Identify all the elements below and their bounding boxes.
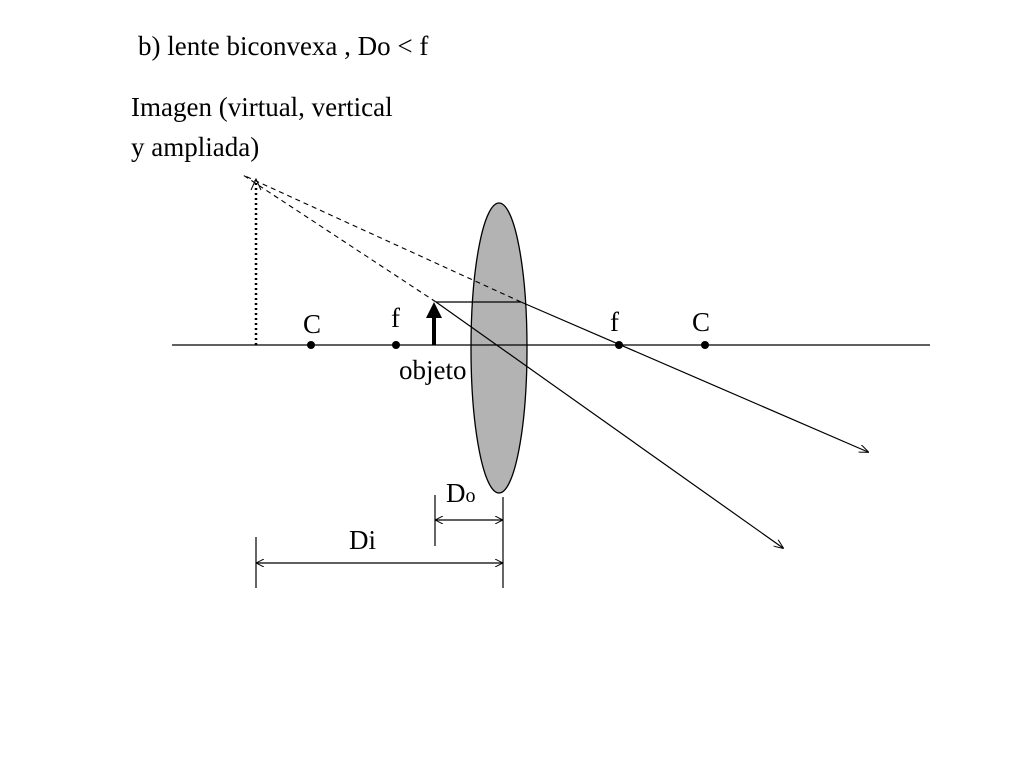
point-f-right — [615, 341, 623, 349]
ray-1-extension — [243, 175, 521, 302]
point-f-left — [392, 341, 400, 349]
label-c-left: C — [303, 309, 322, 339]
image-label-line1: Imagen (virtual, vertical — [131, 92, 393, 122]
point-c-left — [307, 341, 315, 349]
point-c-right — [701, 341, 709, 349]
label-f-left: f — [391, 303, 400, 333]
object-label: objeto — [399, 355, 467, 385]
do-label: Do — [446, 478, 476, 508]
di-label: Di — [349, 525, 376, 555]
label-f-right: f — [610, 307, 619, 337]
label-c-right: C — [692, 307, 711, 337]
ray-2-extension — [243, 175, 436, 302]
image-label-line2: y ampliada) — [131, 132, 260, 162]
diagram-title: b) lente biconvexa , Do < f — [138, 31, 429, 61]
biconvex-lens — [471, 203, 527, 493]
